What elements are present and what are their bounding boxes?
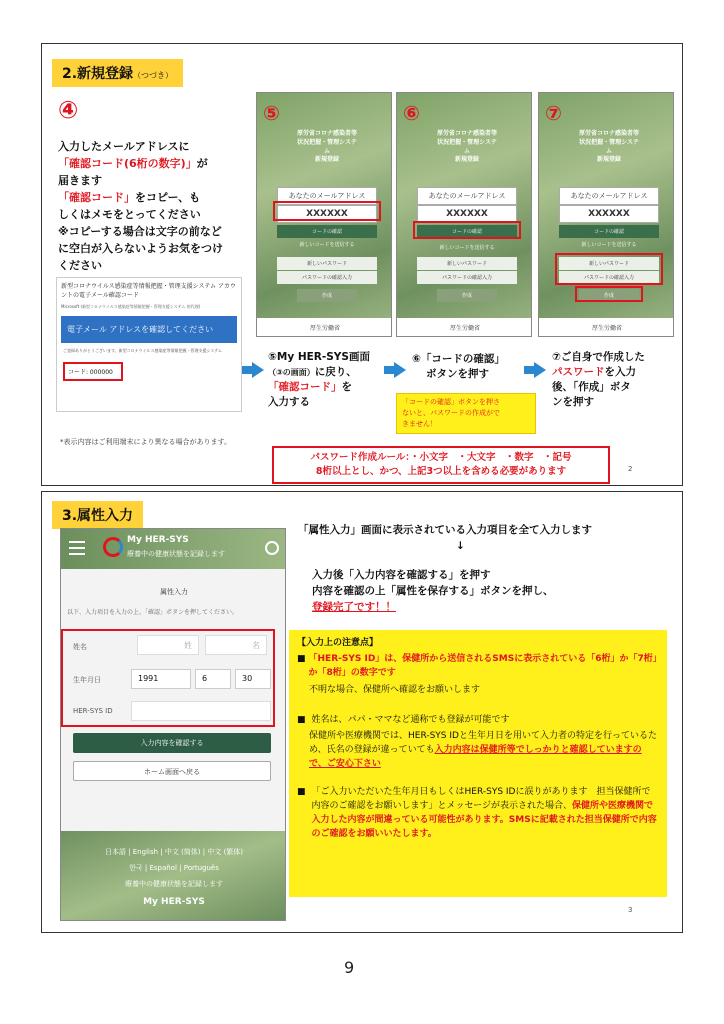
step-5-badge: ⑤ xyxy=(263,101,280,125)
step6-warn2: ないと、パスワードの作成がで xyxy=(402,409,500,417)
phone5-header: 厚労省コロナ感染者等状況把握・管理システム xyxy=(297,130,358,155)
phone5-pw-confirm[interactable]: パスワードの確認入力 xyxy=(277,271,377,284)
step5-line2 xyxy=(268,365,398,380)
note-2-bullet: ■ xyxy=(297,715,306,725)
s3-instructions-2 xyxy=(312,567,672,615)
step7-line2 xyxy=(552,365,682,380)
email-mock xyxy=(56,277,242,412)
step7-line3: 後、「作成」ボタ xyxy=(552,381,631,393)
app-tagline: 療養中の健康状態を記録します xyxy=(127,550,225,558)
phone7-confirm-button[interactable]: コードの確認 xyxy=(559,225,659,238)
step4-line7: に空白が入らないようお気をつけ xyxy=(58,242,223,255)
step-6-badge: ⑥ xyxy=(403,101,420,125)
home-button[interactable]: ホーム画面へ戻る xyxy=(73,761,271,781)
phone7-header: 厚労省コロナ感染者等状況把握・管理システム xyxy=(579,130,640,155)
form-heading: 属性入力 xyxy=(160,588,188,596)
phone-mock-step6 xyxy=(396,92,532,337)
form-instruction: 以下、入力項目を入力の上、「確認」ボタンを押してください。 xyxy=(67,609,239,616)
phone7-pw-new[interactable]: 新しいパスワード xyxy=(559,257,659,270)
phone5-confirm-button[interactable]: コードの確認 xyxy=(277,225,377,238)
step-6-warning xyxy=(396,393,536,434)
step7-line2b: を入力 xyxy=(604,366,636,378)
step4-line3: 届きます xyxy=(58,174,102,187)
step4-line2-red: 「確認コード(6桁の数字)」 xyxy=(58,157,197,170)
phone6-create-button[interactable]: 作成 xyxy=(437,289,497,302)
dob-day-select[interactable]: 30 xyxy=(235,669,271,689)
step5-line2-small: （③の画面） xyxy=(268,368,315,377)
step-5-text xyxy=(268,350,398,410)
phone-mock-step5 xyxy=(256,92,392,337)
password-rule-box xyxy=(272,446,610,484)
step4-line4-red: 「確認コード」 xyxy=(58,191,135,204)
phone7-pw-highlight xyxy=(555,253,663,285)
section-2-title xyxy=(52,59,183,87)
last-name-input[interactable]: 姓 xyxy=(137,635,199,655)
note-1 xyxy=(297,652,659,680)
step7-line2-red: パスワード xyxy=(552,366,605,378)
step7-line1: ⑦ご自身で作成した xyxy=(552,351,645,363)
email-note: *表示内容はご利用端末により異なる場合があります。 xyxy=(60,438,231,446)
step4-line5: しくはメモをとってください xyxy=(58,208,201,221)
note-3-bullet: ■ xyxy=(297,787,306,797)
phone5-subtitle: 新規登録 xyxy=(314,156,339,163)
phone7-resend-button[interactable]: 新しいコードを送信する xyxy=(581,242,637,248)
step4-line6: ※コピーする場合は文字の前など xyxy=(58,225,222,238)
confirm-input-button[interactable]: 入力内容を確認する xyxy=(73,733,271,753)
phone6-resend-button[interactable]: 新しいコードを送信する xyxy=(439,245,495,251)
phone6-code-input[interactable]: XXXXXX xyxy=(417,205,517,223)
step-4-number: ④ xyxy=(58,96,79,124)
language-links-1[interactable]: 日本語 | English | 中文 (简体) | 中文 (繁体) xyxy=(104,848,244,856)
step4-line4 xyxy=(58,189,258,206)
s3-line1: 「属性入力」画面に表示されている入力項目を全て入力します xyxy=(298,524,592,536)
phone6-footer: 厚生労働省 xyxy=(397,318,532,337)
note-2 xyxy=(297,713,659,727)
hersys-id-input[interactable] xyxy=(131,701,271,721)
note-2-b: 保健所や医療機関では、HER-SYS IDと生年月日を用いて入力者の特定を行っているため、氏名の登録が違っていても xyxy=(309,731,657,755)
s3-line3: 内容を確認の上「属性を保存する」ボタンを押し、 xyxy=(312,585,554,597)
phone7-code-input[interactable]: XXXXXX xyxy=(559,205,659,223)
step6-line1: ⑥「コードの確認」 xyxy=(412,353,505,365)
note-2-a: 姓名は、パパ・ママなど通称でも登録が可能です xyxy=(311,715,510,725)
language-links-2[interactable]: 한국 | Español | Português xyxy=(129,864,219,872)
notes-title: 【入力上の注意点】 xyxy=(297,638,379,648)
step6-warn3: きません！ xyxy=(402,420,437,428)
phone7-create-button[interactable]: 作成 xyxy=(579,289,639,302)
footer-tagline: 療養中の健康状態を記録します xyxy=(125,880,223,888)
step4-line2 xyxy=(58,155,258,172)
phone6-pw-confirm[interactable]: パスワードの確認入力 xyxy=(417,271,517,284)
phone6-email-label: あなたのメールアドレス xyxy=(417,187,517,205)
phone6-header: 厚労省コロナ感染者等状況把握・管理システム xyxy=(437,130,498,155)
step6-line2: ボタンを押す xyxy=(426,368,489,380)
step4-line4-tail: をコピー、も xyxy=(135,191,201,204)
footer-brand: My HER-SYS xyxy=(143,897,205,907)
phone7-footer: 厚生労働省 xyxy=(539,318,674,337)
phone5-create-button[interactable]: 作成 xyxy=(297,289,357,302)
first-name-input[interactable]: 名 xyxy=(205,635,267,655)
app-footer xyxy=(61,831,286,921)
phone7-pw-confirm[interactable]: パスワードの確認入力 xyxy=(559,271,659,284)
step-7-badge: ⑦ xyxy=(545,101,562,125)
phone5-highlight xyxy=(273,201,381,221)
note-3-a: 「ご入力いただいた生年月日もしくはHER-SYS IDに誤りがあります 担当保健所で内容のご確認をお願いします」とメッセージが表示された場合、 xyxy=(311,787,651,811)
phone6-subtitle: 新規登録 xyxy=(454,156,479,163)
phone5-pw-new[interactable]: 新しいパスワード xyxy=(277,257,377,270)
step5-line1: ⑤My HER-SYS画面 xyxy=(268,351,370,363)
s3-line4: 登録完了です！！ xyxy=(312,601,396,613)
notes-box xyxy=(289,630,667,897)
page-number-bottom: 9 xyxy=(344,958,355,977)
pw-rule-line1: パスワード作成ルール：・小文字 ・大文字 ・数字 ・記号 xyxy=(310,452,572,463)
note-3-body xyxy=(312,785,659,841)
section-3-title: 3.属性入力 xyxy=(52,501,143,529)
phone6-confirm-button[interactable]: コードの確認 xyxy=(417,225,517,238)
phone7-create-highlight xyxy=(575,286,643,302)
dob-year-select[interactable]: 1991 xyxy=(131,669,191,689)
page-number-mid: 3 xyxy=(628,906,633,914)
phone7-email-label: あなたのメールアドレス xyxy=(559,187,659,205)
note-2-body xyxy=(297,729,659,771)
section-2-title-text: 2.新規登録 xyxy=(62,66,134,82)
phone5-email-label: あなたのメールアドレス xyxy=(277,187,377,205)
note-2-red: 入力内容は保健所等でしっかりと確認していますので、ご安心下さい xyxy=(309,745,642,769)
phone5-footer: 厚生労働省 xyxy=(257,318,392,337)
app-mock xyxy=(60,528,286,921)
brand-logo-icon xyxy=(103,537,123,557)
section-2-title-sub: （つづき） xyxy=(133,71,174,80)
app-header xyxy=(61,529,286,569)
note-1-red: 「HER-SYS ID」は、保健所から送信されるSMSに表示されている「6桁」か「7桁」か「8桁」の数字です xyxy=(308,654,658,678)
step5-line3b: を xyxy=(341,381,352,393)
phone7-subtitle: 新規登録 xyxy=(596,156,621,163)
phone5-resend-button[interactable]: 新しいコードを送信する xyxy=(299,242,355,248)
step5-line2b: に戻り、 xyxy=(314,366,357,378)
step4-line8: ください xyxy=(58,259,102,272)
page-number-top: 2 xyxy=(628,465,633,473)
step4-line2-tail: が xyxy=(196,157,208,170)
hersys-id-label: HER-SYS ID xyxy=(73,707,113,715)
step4-line1: 入力したメールアドレスに xyxy=(58,140,190,153)
pw-rule-line2: 8桁以上とし、かつ、上記3つ以上を含める必要があります xyxy=(315,466,567,477)
phone5-code-input[interactable]: XXXXXX xyxy=(277,205,377,223)
dob-month-select[interactable]: 6 xyxy=(195,669,231,689)
s3-instructions xyxy=(298,522,678,554)
menu-icon[interactable] xyxy=(69,541,85,555)
dob-label: 生年月日 xyxy=(73,676,101,684)
note-3 xyxy=(297,785,659,841)
phone6-pw-new[interactable]: 新しいパスワード xyxy=(417,257,517,270)
step5-line4: 入力する xyxy=(268,396,310,408)
email-from: Microsoft (新型コロナウイルス感染症等情報把握・管理支援システム 的代理) xyxy=(61,304,201,309)
email-body: ご登録ありがとうございます。新型コロナウイルス感染症等情報把握・管理支援システム xyxy=(63,348,223,353)
step7-line4: ンを押す xyxy=(552,396,594,408)
phone-mock-step7 xyxy=(538,92,674,337)
step-4-text xyxy=(58,138,258,274)
step5-line3-red: 「確認コード」 xyxy=(268,381,342,393)
arrow-right-icon xyxy=(252,362,264,378)
arrow-right-icon xyxy=(534,362,546,378)
s3-line2: 入力後「入力内容を確認する」を押す xyxy=(312,569,491,581)
email-subject: 新型コロナウイルス感染症等情報把握・管理支援システム アカウントの電子メール確認コード xyxy=(61,283,236,299)
note-1-bullet: ■ xyxy=(297,654,306,664)
phone6-highlight xyxy=(413,221,521,239)
step6-warn1: 「コードの確認」ボタンを押さ xyxy=(402,398,500,406)
s3-arrow: ↓ xyxy=(456,540,465,552)
step-6-text xyxy=(412,352,532,382)
user-icon[interactable] xyxy=(265,541,279,555)
note-3-red: 保健所や医療機関で入力した内容が間違っている可能性があります。SMSに記載された担当保健所で内容のご確認をお願いいたします。 xyxy=(311,801,657,839)
app-brand: My HER-SYS xyxy=(127,535,189,545)
step-7-text xyxy=(552,350,682,410)
email-code: コード: 000000 xyxy=(63,362,123,381)
name-label: 姓名 xyxy=(73,643,87,651)
email-banner: 電子メール アドレスを確認してください xyxy=(61,316,237,343)
step5-line3 xyxy=(268,380,398,395)
note-1-b: 不明な場合、保健所へ確認をお願いします xyxy=(309,685,481,695)
